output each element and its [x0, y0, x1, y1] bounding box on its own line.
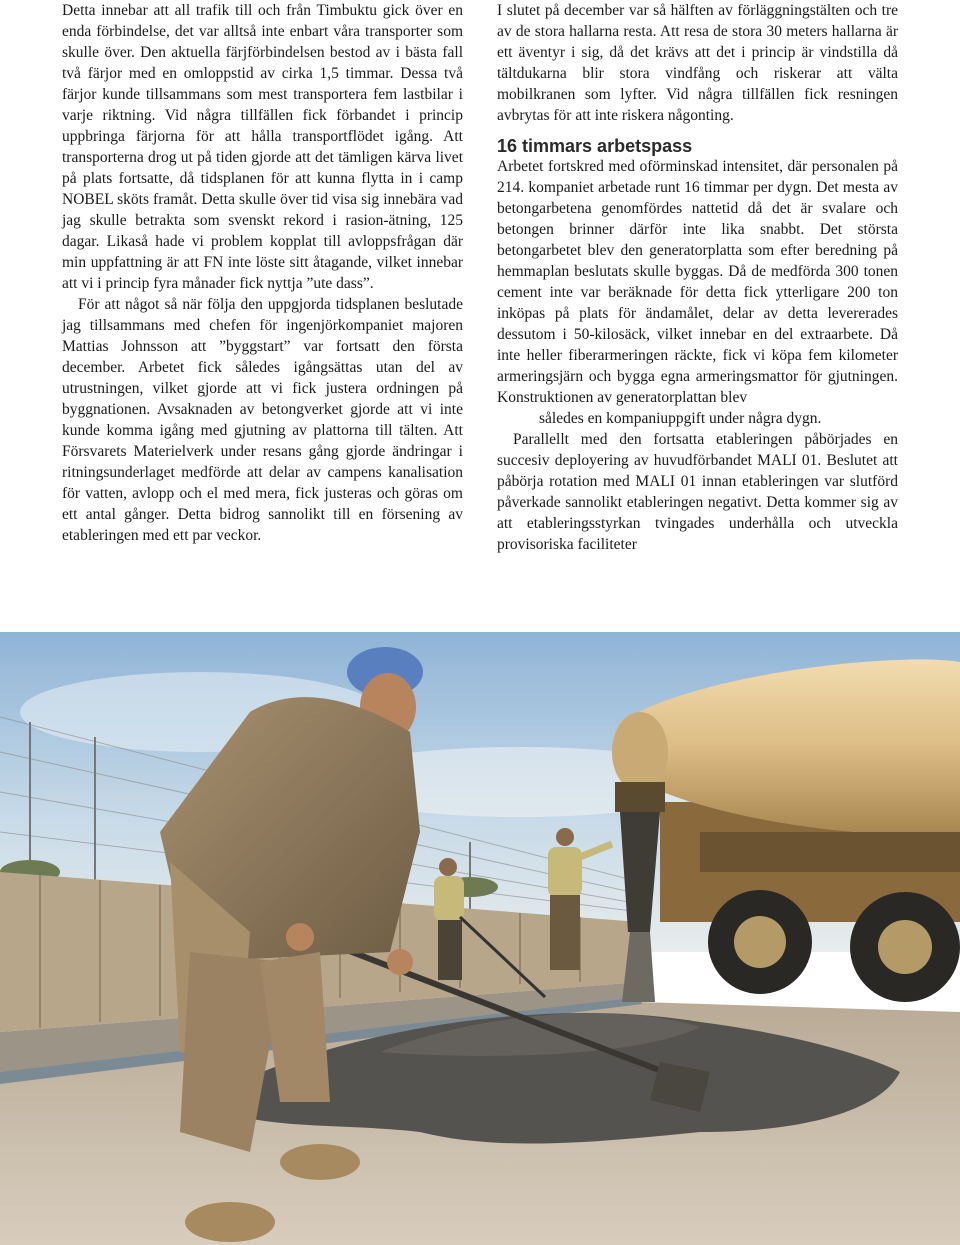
left-text-column [62, 0, 463, 546]
left-paragraph-1: Detta innebar att all trafik till och från Timbuktu gick över en enda förbindelse, det var alltså inte enbart våra transporter som skulle över. Den aktuella färjförbindelsen bestod av i bästa fall två färjor med en omloppstid av cirka 1,5 timmar. Dessa två färjor kunde tillsammans som mest transportera fem lastbilar i varje riktning. Vid några tillfällen fick förbandet i princip uppbringa färjorna för att hålla transportflödet igång. Att transporterna drog ut på tiden gjorde att det tämligen kärva livet på plats fortsatte, då tidsplanen för att kunna flytta in i camp NOBEL sköts framåt. Detta skulle över tid visa sig innebära vad jag skulle betrakta som svenskt rekord i rasion-ätning, 125 dagar. Likaså hade vi problem kopplat till avloppsfrågan där min uppfattning är att FN inte löste sitt åtagande, vilket innebar att vi i princip fyra månader fick nyttja ”ute dass”. [62, 2, 463, 292]
right-text-column [497, 0, 898, 555]
left-paragraph-2: För att något så när följa den uppgjorda tidsplanen beslutade jag tillsammans med chefen för ingenjörkompaniet majoren Mattias Johnsson att ”byggstart” var fortsatt den första december. Arbetet fick således igångsättas utan del av utrustningen, vilket gjorde att vi fick justera ordningen på byggnationen. Avsaknaden av betongverket gjorde att vi inte kunde komma igång med gjutning av plattorna till tälten. Att Försvarets Materielverk under resans gång gjorde ändringar i ritningsunderlaget medförde att delar av campens kanalisation för vatten, avlopp och el med mera, fick justeras och göras om ett antal gånger. Detta bidrog sannolikt till en försening av etableringen med ett par veckor. [62, 296, 463, 544]
concrete-work-photo [0, 632, 960, 1245]
right-paragraph-1-tail: således en kompaniuppgift under några dygn. [539, 410, 822, 427]
right-paragraph-1: Arbetet fortskred med oförminskad intensitet, där personalen på 214. kompaniet arbetade runt 16 timmar per dygn. Det mesta av betongarbetena genomfördes nattetid då det är svalare och betongen brinner därför inte lika snabbt. Det största betongarbetet blev den generatorplatta som efter beredning på hemmaplan beslutats skulle byggas. Då de medförda 300 tonen cement inte var beräknade för detta fick ytterligare 200 ton inköpas på plats för ändamålet, delar av detta levererades dessutom i 50-kilosäck, vilket innebar en del extraarbete. Då inte heller fiberarmeringen räckte, fick vi köpa fem kilometer armeringsjärn och bygga egna armeringsmattor för gjutningen. Konstruktionen av generatorplattan blev [497, 158, 898, 406]
right-paragraph-2: Parallellt med den fortsatta etableringen påbörjades en succesiv deployering av huvudförbandet MALI 01. Beslutet att påbörja rotation med MALI 01 innan etableringen var slutförd påverkade sannolikt etableringen negativt. Detta kommer sig av att etableringsstyrkan tvingades underhålla och utveckla provisoriska faciliteter [497, 431, 898, 553]
section-heading: 16 timmars arbetspass [497, 136, 693, 156]
right-intro-paragraph: I slutet på december var så hälften av förläggningstälten och tre av de stora hallarna resta. Att resa de stora 30 meters hallarna är ett äventyr i sig, då det krävs att det i princip är vindstilla då tältdukarna blir stora vindfång och riskerar att välta mobilkranen som lyfter. Vid några tillfällen fick resningen avbrytas för att inte riskera någonting. [497, 2, 898, 124]
